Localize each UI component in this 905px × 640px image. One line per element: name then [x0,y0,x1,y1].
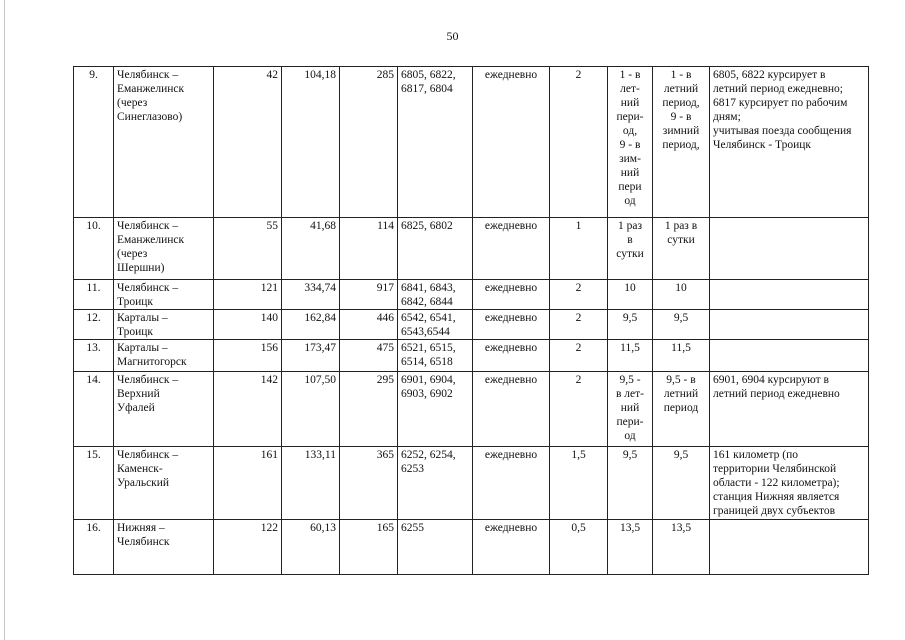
frequency-cell: ежедневно [473,520,550,575]
note-line: станция Нижняя является [713,491,840,503]
train-numbers-cell [398,218,473,280]
col9-value-line: пери [618,181,642,193]
note-cell [710,218,869,280]
table-row [74,372,869,447]
train-numbers-cell [398,447,473,520]
col10-value-cell [653,520,710,575]
note-cell [710,372,869,447]
col9-value-line: ний [620,402,640,414]
col9-value-line: 11,5 [620,342,640,354]
pairs-count-cell: 2 [550,310,608,340]
col4-value-cell: 133,11 [282,447,340,520]
table-row [74,340,869,372]
col10-value-line: 13,5 [670,522,692,534]
train-numbers-line: 6901, 6904, [401,374,456,386]
route-name-line: Магнитогорск [117,356,187,368]
route-number-cell: 12. [74,310,114,340]
route-name-cell [114,280,214,310]
route-name-line: Троицк [117,296,153,308]
col10-value-cell [653,447,710,520]
col9-value-line: пери- [616,416,644,428]
col9-value-line: ний [620,97,640,109]
train-numbers-cell [398,372,473,447]
col3-value-cell: 156 [214,340,282,372]
col9-value-cell [608,310,653,340]
table-row [74,67,869,218]
col5-value-cell: 285 [340,67,398,218]
pairs-count-cell: 1,5 [550,447,608,520]
note-line: учитывая поезда сообщения [713,125,852,137]
col3-value-cell: 121 [214,280,282,310]
col5-value-cell: 446 [340,310,398,340]
route-name-line: Еманжелинск [117,234,185,246]
col9-value-line: ний [620,167,640,179]
col9-value-line: сутки [616,248,644,260]
page-number: 50 [446,29,459,43]
route-name-line: Шершни) [117,262,165,274]
col3-value-cell: 161 [214,447,282,520]
route-name-line: Карталы – [117,312,168,324]
col9-value-line: 9,5 [622,312,638,324]
train-numbers-cell [398,310,473,340]
note-line: области - 122 километра); [713,477,840,489]
col10-value-cell [653,67,710,218]
pairs-count-cell: 1 [550,218,608,280]
route-name-cell [114,218,214,280]
col9-value-line: пери- [616,111,644,123]
route-name-line: Уфалей [117,402,155,414]
frequency-cell: ежедневно [473,372,550,447]
route-name-line: Челябинск – [117,282,179,294]
route-number-cell: 14. [74,372,114,447]
train-numbers-line: 6521, 6515, [401,342,456,354]
col9-value-line: од [624,195,636,207]
route-name-line: Нижняя – [117,522,165,534]
train-numbers-line: 6252, 6254, [401,449,456,461]
note-line: Челябинск - Троицк [713,139,812,151]
note-line: границей двух субъектов [713,505,836,517]
frequency-cell: ежедневно [473,447,550,520]
col10-value-line: период, [662,139,700,151]
train-numbers-cell [398,340,473,372]
note-line: территории Челябинской [713,463,837,475]
col3-value-cell: 55 [214,218,282,280]
route-name-line: Челябинск [117,536,170,548]
col10-value-line: 1 - в [670,69,692,81]
table-row [74,447,869,520]
route-name-line: Челябинск – [117,374,179,386]
col3-value-cell: 140 [214,310,282,340]
frequency-cell: ежедневно [473,280,550,310]
col10-value-cell [653,340,710,372]
col5-value-cell: 475 [340,340,398,372]
table-row [74,310,869,340]
col9-value-line: од, [622,125,638,137]
col5-value-cell: 917 [340,280,398,310]
col9-value-cell [608,340,653,372]
note-cell [710,310,869,340]
route-name-cell [114,67,214,218]
pairs-count-cell: 2 [550,67,608,218]
col10-value-cell [653,310,710,340]
route-name-cell [114,447,214,520]
route-name-line: (через [117,97,148,109]
train-numbers-line: 6841, 6843, [401,282,456,294]
route-name-line: Уральский [117,477,170,489]
col9-value-line: 9 - в [619,139,641,151]
col3-value-cell: 42 [214,67,282,218]
col10-value-cell [653,280,710,310]
note-cell [710,280,869,310]
col9-value-line: 1 раз [617,220,643,232]
col9-value-line: в лет- [615,388,644,400]
col10-value-line: 11,5 [671,342,691,354]
col9-value-cell [608,447,653,520]
col4-value-cell: 41,68 [282,218,340,280]
table-row [74,280,869,310]
col9-value-line: зим- [619,153,641,165]
col5-value-cell: 165 [340,520,398,575]
col10-value-cell [653,372,710,447]
table-row [74,520,869,575]
route-number-cell: 10. [74,218,114,280]
col5-value-cell: 295 [340,372,398,447]
col9-value-cell [608,218,653,280]
note-line: дням; [713,111,741,123]
col9-value-line: 1 - в [619,69,641,81]
col9-value-line: лет- [620,83,640,95]
col10-value-line: летний [663,388,699,400]
route-name-line: Челябинск – [117,69,179,81]
train-numbers-line: 6903, 6902 [401,388,453,400]
col5-value-cell: 114 [340,218,398,280]
col4-value-cell: 173,47 [282,340,340,372]
train-numbers-line: 6825, 6802 [401,220,453,232]
col4-value-cell: 334,74 [282,280,340,310]
route-name-line: Челябинск – [117,449,179,461]
route-name-cell [114,310,214,340]
route-name-cell [114,340,214,372]
col10-value-line: 10 [675,282,687,294]
train-numbers-cell [398,280,473,310]
note-line: 6805, 6822 курсирует в [713,69,826,81]
note-cell [710,340,869,372]
col3-value-cell: 142 [214,372,282,447]
route-name-line: Каменск- [117,463,163,475]
col9-value-cell [608,280,653,310]
col9-value-line: 9,5 - [619,374,641,386]
note-cell [710,520,869,575]
route-number-cell: 15. [74,447,114,520]
col4-value-cell: 162,84 [282,310,340,340]
note-cell [710,447,869,520]
train-numbers-cell [398,520,473,575]
route-number-cell: 9. [74,67,114,218]
note-line: летний период ежедневно; [713,83,844,95]
col9-value-cell [608,520,653,575]
col9-value-line: 13,5 [619,522,641,534]
frequency-cell: ежедневно [473,310,550,340]
route-number-cell: 13. [74,340,114,372]
col10-value-line: период [663,402,699,414]
train-numbers-line: 6253 [401,463,424,475]
col10-value-line: зимний [662,125,700,137]
note-line: летний период ежедневно [713,388,840,400]
col9-value-cell [608,67,653,218]
train-numbers-cell [398,67,473,218]
col10-value-line: 9,5 [673,449,689,461]
col3-value-cell: 122 [214,520,282,575]
col10-value-line: 1 раз в [664,220,698,232]
col10-value-line: 9,5 [673,312,689,324]
col9-value-line: 10 [624,282,636,294]
route-number-cell: 11. [74,280,114,310]
route-name-line: (через [117,248,148,260]
frequency-cell: ежедневно [473,67,550,218]
train-numbers-line: 6817, 6804 [401,83,453,95]
col10-value-line: 9 - в [670,111,692,123]
train-numbers-line: 6514, 6518 [401,356,453,368]
pairs-count-cell: 2 [550,280,608,310]
col9-value-cell [608,372,653,447]
route-name-line: Челябинск – [117,220,179,232]
route-name-line: Синеглазово) [117,111,183,123]
note-cell [710,67,869,218]
col4-value-cell: 60,13 [282,520,340,575]
pairs-count-cell: 2 [550,340,608,372]
frequency-cell: ежедневно [473,218,550,280]
pairs-count-cell: 2 [550,372,608,447]
route-name-line: Еманжелинск [117,83,185,95]
col10-value-cell [653,218,710,280]
route-number-cell: 16. [74,520,114,575]
col4-value-cell: 107,50 [282,372,340,447]
route-name-cell [114,372,214,447]
routes-table [73,66,869,575]
train-numbers-line: 6255 [401,522,424,534]
train-numbers-line: 6842, 6844 [401,296,453,308]
col4-value-cell: 104,18 [282,67,340,218]
col9-value-line: 9,5 [622,449,638,461]
route-name-line: Верхний [117,388,160,400]
note-line: 6817 курсирует по рабочим [713,97,848,109]
col5-value-cell: 365 [340,447,398,520]
train-numbers-line: 6805, 6822, [401,69,456,81]
train-numbers-line: 6542, 6541, [401,312,456,324]
col10-value-line: период, [662,97,700,109]
col10-value-line: сутки [667,234,695,246]
frequency-cell: ежедневно [473,340,550,372]
page-left-edge [4,0,5,640]
route-name-line: Троицк [117,326,153,338]
col10-value-line: летний [663,83,699,95]
col9-value-line: в [627,234,633,246]
note-line: 161 километр (по [713,449,799,461]
note-line: 6901, 6904 курсируют в [713,374,829,386]
table-row [74,218,869,280]
route-name-cell [114,520,214,575]
col9-value-line: од [624,430,636,442]
train-numbers-line: 6543,6544 [401,326,450,338]
route-name-line: Карталы – [117,342,168,354]
pairs-count-cell: 0,5 [550,520,608,575]
col10-value-line: 9,5 - в [666,374,696,386]
